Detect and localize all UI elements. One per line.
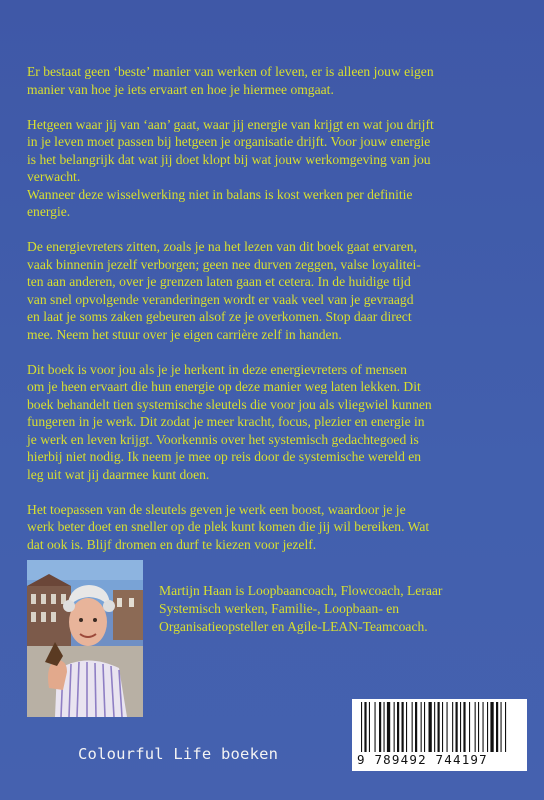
text-line: Er bestaat geen ‘beste’ manier van werken of leven, er is alleen jouw eigen bbox=[27, 64, 434, 79]
bio-line: Organisatieopsteller en Agile-LEAN-Teamcoach. bbox=[159, 619, 428, 634]
text-line: ten aan anderen, over je grenzen laten gaan et cetera. In de huidige tijd bbox=[27, 274, 411, 289]
author-photo bbox=[27, 560, 143, 717]
publisher-name: Colourful Life boeken bbox=[78, 745, 279, 763]
author-portrait-image bbox=[27, 560, 143, 717]
text-line: verwacht. bbox=[27, 169, 81, 184]
blurb-paragraph-3 bbox=[27, 238, 519, 343]
blurb-paragraph-2 bbox=[27, 116, 519, 221]
text-line: om je heen ervaart die hun energie op deze manier weg laten lekken. Dit bbox=[27, 379, 421, 394]
text-line: van snel opvolgende veranderingen wordt er vaak veel van je gevraagd bbox=[27, 291, 414, 307]
text-line: Dit boek is voor jou als je je herkent in deze energievreters of mensen bbox=[27, 361, 407, 377]
author-bio bbox=[159, 582, 519, 636]
text-line: leg uit wat jij daarmee kunt doen. bbox=[27, 466, 210, 482]
back-cover-blurb bbox=[27, 63, 519, 571]
text-line: boek behandelt tien systemische sleutels die voor jou als vliegwiel kunnen bbox=[27, 396, 432, 412]
text-line: Wanneer deze wisselwerking niet in balans is kost werken per definitie bbox=[27, 186, 413, 202]
text-line: je werk en leven krijgt. Voorkennis over het systemisch gedachtegoed is bbox=[27, 431, 419, 447]
isbn-number: 9 789492 744197 bbox=[357, 752, 488, 767]
text-line: Het toepassen van de sleutels geven je werk een boost, waardoor je je bbox=[27, 501, 406, 517]
blurb-paragraph-5 bbox=[27, 501, 519, 554]
text-line: energie. bbox=[27, 204, 71, 219]
text-line: De energievreters zitten, zoals je na het lezen van dit boek gaat ervaren, bbox=[27, 239, 418, 254]
text-line: vaak binnenin jezelf verborgen; geen nee durven zeggen, valse loyalitei- bbox=[27, 256, 421, 272]
bio-line: Martijn Haan is Loopbaancoach, Flowcoach, Leraar bbox=[159, 583, 443, 598]
text-line: werk beter doet en sneller op de plek kunt komen die jij wil bereiken. Wat bbox=[27, 519, 430, 534]
barcode-icon bbox=[357, 702, 522, 752]
text-line: fungeren in je werk. Dit zodat je meer kracht, focus, plezier en energie in bbox=[27, 414, 425, 429]
blurb-paragraph-1 bbox=[27, 63, 519, 98]
text-line: in je leven moet passen bij hetgeen je organisatie drijft. Voor jouw energie bbox=[27, 134, 431, 149]
text-line: Hetgeen waar jij van ‘aan’ gaat, waar jij energie van krijgt en wat jou drijft bbox=[27, 116, 434, 132]
text-line: mee. Neem het stuur over je eigen carrière zelf in handen. bbox=[27, 326, 342, 342]
text-line: dat ook is. Blijf dromen en durf te kiezen voor jezelf. bbox=[27, 536, 317, 552]
blurb-paragraph-4 bbox=[27, 361, 519, 484]
text-line: manier van hoe je iets ervaart en hoe je hiermee omgaat. bbox=[27, 81, 334, 97]
text-line: is het belangrijk dat wat jij doet klopt bij wat jouw werkomgeving van jou bbox=[27, 151, 431, 167]
bio-line: Systemisch werken, Familie-, Loopbaan- en bbox=[159, 601, 400, 616]
text-line: hierbij niet nodig. Ik neem je mee op reis door de systemische wereld en bbox=[27, 449, 422, 464]
text-line: en laat je soms zaken gebeuren alsof ze je overkomen. Stop daar direct bbox=[27, 309, 412, 324]
isbn-barcode bbox=[352, 699, 527, 771]
